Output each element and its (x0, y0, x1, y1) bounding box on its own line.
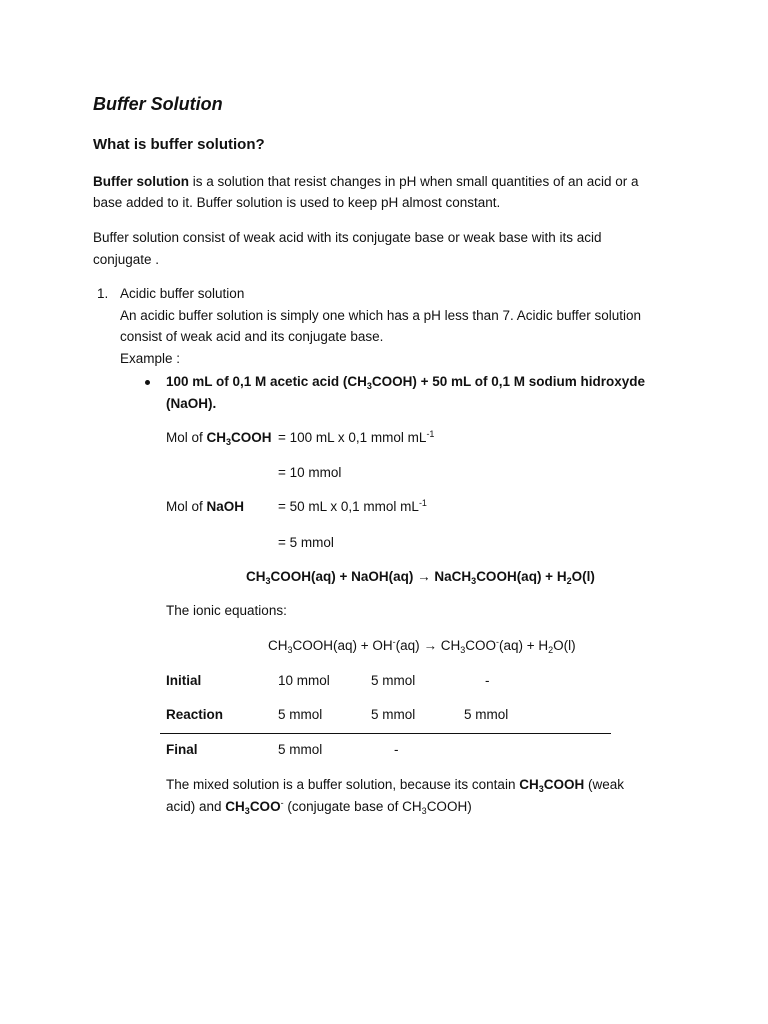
para1-line1-rest: is a solution that resist changes in pH when small quantities of an acid or a (189, 174, 639, 189)
para2-line1: Buffer solution consist of weak acid with its conjugate base or weak base with its acid (93, 230, 602, 245)
bullet-icon (145, 380, 150, 385)
list-item-title: Acidic buffer solution (120, 286, 245, 301)
table-cell: 5 mmol (278, 742, 323, 757)
calc-base-result: = 5 mmol (278, 535, 334, 550)
table-cell: 10 mmol (278, 673, 330, 688)
table-cell: 5 mmol (278, 707, 323, 722)
bullet-text-a: 100 mL of 0,1 M acetic acid (CH (166, 374, 367, 389)
conclusion-line2: acid) and $CH_3COO^-$ (conjugate base of $CH_3COOH$) (166, 798, 472, 816)
bullet-sub: 3 (366, 381, 372, 391)
list-desc-line1: An acidic buffer solution is simply one which has a pH less than 7. Acidic buffer solution (120, 308, 642, 323)
table-cell: - (394, 742, 399, 757)
calc-acid-result: = 10 mmol (278, 465, 342, 480)
conclusion-line1: The mixed solution is a buffer solution, because its contain $CH_3COOH$ (weak (166, 777, 624, 794)
example-label: Example : (120, 351, 181, 366)
para1-line2: base added to it. Buffer solution is used to keep pH almost constant. (93, 195, 501, 210)
ionic-label: The ionic equations: (166, 603, 287, 618)
table-cell: - (485, 673, 490, 688)
table-cell: 5 mmol (371, 707, 416, 722)
bullet-line2: (NaOH). (166, 396, 217, 411)
list-desc-line2: consist of weak acid and its conjugate base. (120, 329, 384, 344)
reaction-equation: $CH_3COOH(aq)$ + NaOH(aq) → NaCH$_3$COOH(aq) + $H_2O(l)$ (246, 569, 595, 586)
ionic-arrow-icon: → (423, 638, 437, 653)
table-row-label-final: Final (166, 742, 198, 757)
table-cell: 5 mmol (371, 673, 416, 688)
table-row-label-initial: Initial (166, 673, 202, 688)
table-row-label-reaction: Reaction (166, 707, 224, 722)
calc-acid-label (166, 430, 272, 445)
para1-term: Buffer solution (93, 174, 189, 189)
table-cell: 5 mmol (464, 707, 509, 722)
calc-base-expr: = 50 mL x 0,1 mmol $mL^{-1}$ (278, 498, 427, 514)
section-heading: What is buffer solution? (93, 136, 265, 153)
para1-line1 (93, 174, 639, 189)
calc-base-label: Mol of NaOH (166, 499, 245, 514)
table-divider (160, 733, 611, 734)
calc-acid-expr: = 100 mL x 0,1 mmol $mL^{-1}$ (278, 429, 435, 445)
reaction-arrow-icon: → (417, 569, 431, 584)
calc-mol-of: Mol of (166, 430, 207, 445)
bullet-line1 (166, 374, 645, 389)
para2-line2: conjugate . (93, 252, 160, 267)
list-number: 1. (97, 286, 109, 301)
ionic-equation: $CH_3COOH(aq) + OH^-(aq) \to CH_3COO^-(aq) + H_2O(l)$ (268, 637, 576, 655)
bullet-text-b: COOH) + 50 mL of 0,1 M sodium hidroxyde (371, 374, 646, 389)
page-title: Buffer Solution (93, 94, 223, 114)
calc-acid-formula: $CH_3COOH$ (206, 430, 272, 447)
